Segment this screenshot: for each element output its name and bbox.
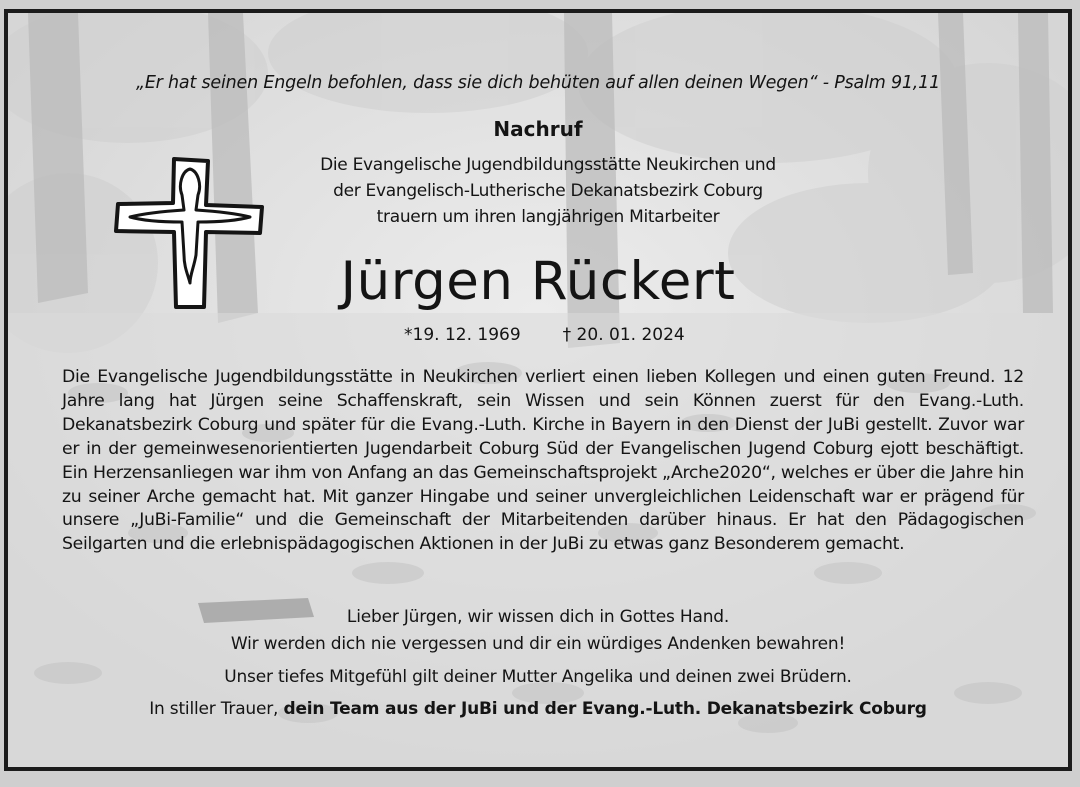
death-date: † 20. 01. 2024 [562,325,685,345]
signoff [8,699,1068,719]
organization-statement [258,152,838,230]
signoff-prefix: In stiller Trauer, [149,699,279,719]
obituary-heading: Nachruf [493,117,583,141]
condolence-line: Unser tiefes Mitgefühl gilt deiner Mutter Angelika und deinen zwei Brüdern. [224,667,852,687]
obituary-notice [4,9,1072,771]
obituary-body: Die Evangelische Jugendbildungsstätte in Neukirchen verliert einen lieben Kollegen und einen guten Freund. 12 Jahre lang hat Jürgen seine Schaffenskraft, sein Wissen und sein Können zuerst für den Evang.-Luth. Dekanatsbezirk Coburg und später für die Evang.-Luth. Kirche in Bayern in den Dienst der JuBi gestellt. Zuvor war er in der gemeinwesenorientierten Jugendarbeit Coburg Süd der Evangelischen Jugend Coburg ejott beschäftigt. Ein Herzensanliegen war ihm von Anfang an das Gemeinschaftsprojekt „Arche2020“, welches er über die Jahre hin zu seiner Arche gemacht hat. Mit ganzer Hingabe und seiner unvergleichlichen Leidenschaft war er prägend für unsere „JuBi-Familie“ und die Gemeinschaft der Mitarbeitenden darüber hinaus. Er hat den Pädagogischen Seilgarten und die erlebnispädagogischen Aktionen in der JuBi zu etwas ganz Besonderem gemacht. [62,367,1024,555]
closing-line: Wir werden dich nie vergessen und dir ein würdiges Andenken bewahren! [230,634,846,654]
signoff-signature: dein Team aus der JuBi und der Evang.-Luth. Dekanatsbezirk Coburg [283,699,927,719]
birth-date: *19. 12. 1969 [404,325,521,345]
organization-line: der Evangelisch-Lutherische Dekanatsbezirk Coburg [333,181,763,201]
life-dates [404,325,685,345]
organization-line: trauern um ihren langjährigen Mitarbeiter [376,207,720,227]
deceased-name: Jürgen Rückert [340,251,736,312]
notice-content [8,13,1068,767]
psalm-quote: „Er hat seinen Engeln befohlen, dass sie dich behüten auf allen deinen Wegen“ - Psalm 91,11 [135,73,941,93]
closing-line: Lieber Jürgen, wir wissen dich in Gottes Hand. [346,607,730,627]
organization-line: Die Evangelische Jugendbildungsstätte Neukirchen und [320,155,776,175]
